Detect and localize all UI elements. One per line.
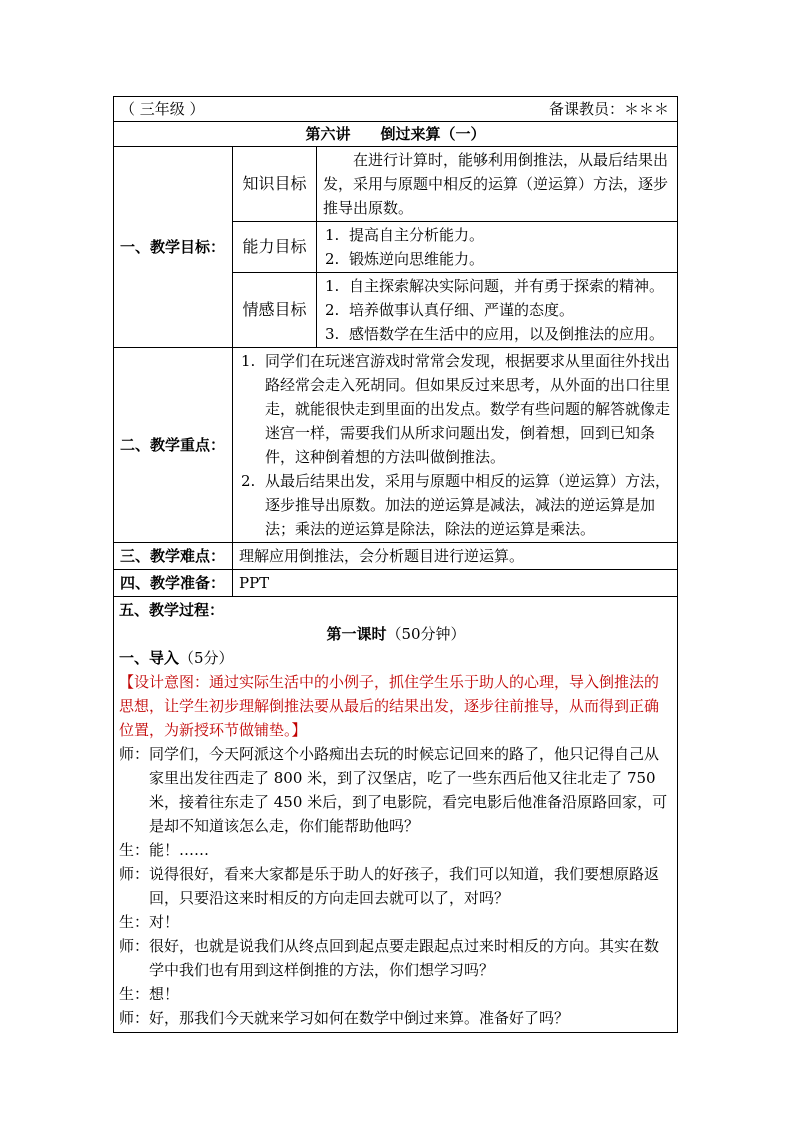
key-points-label: 二、教学重点： <box>114 348 233 543</box>
objectives-label: 一、教学目标： <box>114 147 233 348</box>
speaker: 师： <box>119 1009 150 1027</box>
ability-goal-list <box>323 223 673 271</box>
dialogue-line: 生： 想！ <box>119 982 673 1006</box>
objective-knowledge-row <box>114 147 678 222</box>
difficulty-label: 三、教学难点： <box>114 543 233 570</box>
speaker: 生： <box>119 841 150 859</box>
title-row <box>114 122 678 147</box>
dialogue-line: 师： 同学们，今天阿派这个小路痴出去玩的时候忘记回来的路了，他只记得自己从家里出发往西走了 800 米，到了汉堡店，吃了一些东西后他又往北走了 750 米，接着往东走了 450 米后，到了电影院，看完电影后他准备沿原路回家，可是却不知道该怎么走，你们能帮助他吗？ <box>119 742 673 838</box>
list-item: 3. 感悟数学在生活中的应用，以及倒推法的应用。 <box>325 325 665 343</box>
intro-heading: 一、导入（5分） <box>119 649 234 667</box>
lesson-plan-sheet <box>113 96 677 1033</box>
dialogue-line: 师： 好，那我们今天就来学习如何在数学中倒过来算。准备好了吗？ <box>119 1006 673 1030</box>
lesson-plan-table <box>113 96 678 1033</box>
dialogue-line: 师： 说得很好，看来大家都是乐于助人的好孩子，我们可以知道，我们要想原路返回，只要沿这来时相反的方向走回去就可以了，对吗？ <box>119 862 673 910</box>
knowledge-goal-label: 知识目标 <box>233 147 317 222</box>
preparation-label: 四、教学准备： <box>114 570 233 597</box>
emotion-goal-list <box>323 274 673 346</box>
dialogue-line: 师： 很好，也就是说我们从终点回到起点要走跟起点过来时相反的方向。其实在数学中我们也有用到这样倒推的方法，你们想学习吗？ <box>119 934 673 982</box>
speaker: 师： <box>119 745 150 763</box>
grade-label: （ 三年级 ） <box>120 100 205 118</box>
header-row <box>114 97 678 122</box>
knowledge-goal-text: 在进行计算时，能够利用倒推法，从最后结果出发，采用与原题中相反的运算（逆运算）方法，逐步推导出原数。 <box>317 147 678 222</box>
design-note: 【设计意图：通过实际生活中的小例子，抓住学生乐于助人的心理，导入倒推法的思想，让学生初步理解倒推法要从最后的结果出发，逐步往前推导，从而得到正确位置，为新授环节做铺垫。】 <box>119 673 660 739</box>
list-item: 1. 自主探索解决实际问题，并有勇于探索的精神。 <box>325 277 665 295</box>
session-heading: 第一课时（50分钟） <box>326 625 466 643</box>
speaker: 生： <box>119 985 150 1003</box>
lesson-title: 第六讲 倒过来算（一） <box>114 122 678 147</box>
process-label: 五、教学过程： <box>119 601 225 619</box>
preparation-row <box>114 570 678 597</box>
dialogue-line: 生： 对！ <box>119 910 673 934</box>
process-row <box>114 597 678 1033</box>
key-points-row <box>114 348 678 543</box>
ability-goal-label: 能力目标 <box>233 222 317 273</box>
speaker: 生： <box>119 913 150 931</box>
teacher-label: 备课教员：＊＊＊ <box>548 100 669 118</box>
speaker: 师： <box>119 865 150 883</box>
key-points-list <box>239 349 673 541</box>
emotion-goal-label: 情感目标 <box>233 273 317 348</box>
difficulty-text: 理解应用倒推法，会分析题目进行逆运算。 <box>233 543 678 570</box>
list-item: 1. 同学们在玩迷宫游戏时常常会发现，根据要求从里面往外找出路经常会走入死胡同。但如果反过来思考，从外面的出口往里走，就能很快走到里面的出发点。数学有些问题的解答就像走迷宫一样，需要我们从所求问题出发，倒着想，回到已知条件，这种倒着想的方法叫做倒推法。 <box>241 352 671 466</box>
preparation-text: PPT <box>233 570 678 597</box>
dialogue-line: 生： 能！…… <box>119 838 673 862</box>
list-item: 2. 培养做事认真仔细、严谨的态度。 <box>325 301 575 319</box>
list-item: 2. 从最后结果出发，采用与原题中相反的运算（逆运算）方法，逐步推导出原数。加法的逆运算是减法，减法的逆运算是加法；乘法的逆运算是除法，除法的逆运算是乘法。 <box>241 472 671 538</box>
speaker: 师： <box>119 937 150 955</box>
dialogue <box>119 742 673 1030</box>
difficulty-row <box>114 543 678 570</box>
list-item: 2. 锻炼逆向思维能力。 <box>325 250 485 268</box>
list-item: 1. 提高自主分析能力。 <box>325 226 485 244</box>
